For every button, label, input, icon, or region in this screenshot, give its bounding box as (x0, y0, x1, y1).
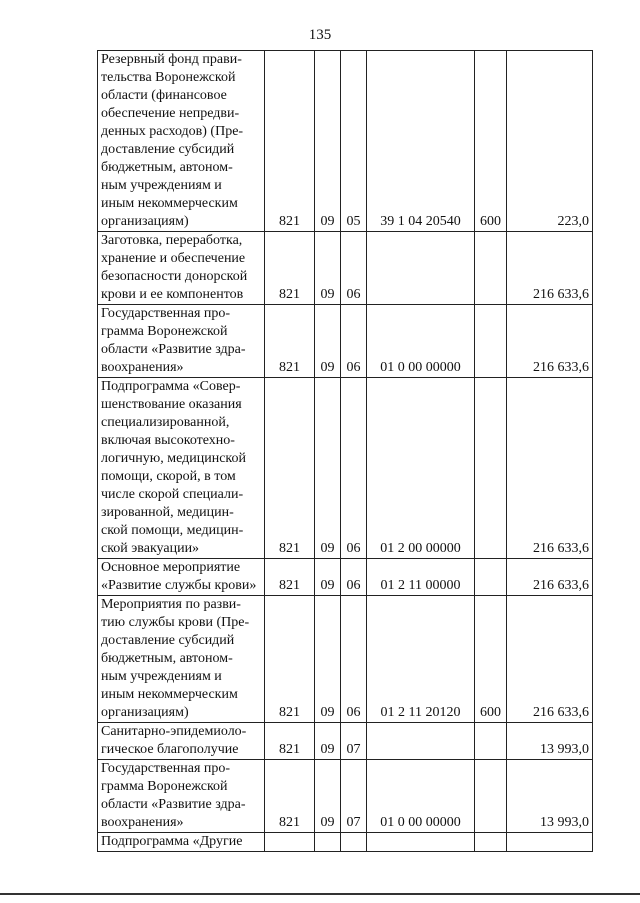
section-code-cell: 09 (315, 596, 341, 723)
section-code-cell (315, 833, 341, 852)
expense-type-cell (475, 559, 507, 596)
grbs-code-cell: 821 (265, 559, 315, 596)
row-name-cell: Основное мероприятие «Развитие службы крови» (98, 559, 265, 596)
subsection-code-cell: 06 (341, 232, 367, 305)
expense-type-cell (475, 305, 507, 378)
amount-cell: 216 633,6 (507, 378, 593, 559)
section-code-cell: 09 (315, 51, 341, 232)
row-name-cell: Подпрограмма «Другие (98, 833, 265, 852)
section-code-cell: 09 (315, 378, 341, 559)
section-code-cell: 09 (315, 232, 341, 305)
grbs-code-cell: 821 (265, 723, 315, 760)
table-body (98, 51, 593, 852)
subsection-code-cell: 07 (341, 760, 367, 833)
target-article-cell (367, 232, 475, 305)
subsection-code-cell: 05 (341, 51, 367, 232)
table-row (98, 760, 593, 833)
amount-cell: 13 993,0 (507, 723, 593, 760)
grbs-code-cell (265, 833, 315, 852)
target-article-cell: 01 2 00 00000 (367, 378, 475, 559)
grbs-code-cell: 821 (265, 232, 315, 305)
amount-cell: 216 633,6 (507, 559, 593, 596)
row-name-cell: Заготовка, переработка, хранение и обеспечение безопасности донорской крови и ее компонентов (98, 232, 265, 305)
target-article-cell: 39 1 04 20540 (367, 51, 475, 232)
row-name-cell: Санитарно-эпидемиоло- гическое благополучие (98, 723, 265, 760)
expense-type-cell: 600 (475, 596, 507, 723)
target-article-cell (367, 723, 475, 760)
budget-table (97, 50, 593, 852)
expense-type-cell (475, 723, 507, 760)
subsection-code-cell: 06 (341, 305, 367, 378)
expense-type-cell (475, 833, 507, 852)
table-row (98, 596, 593, 723)
table-row (98, 232, 593, 305)
page-number: 135 (308, 27, 332, 43)
target-article-cell: 01 0 00 00000 (367, 305, 475, 378)
grbs-code-cell: 821 (265, 760, 315, 833)
section-code-cell: 09 (315, 305, 341, 378)
row-name-cell: Государственная про- грамма Воронежской области «Развитие здра- воохранения» (98, 305, 265, 378)
subsection-code-cell: 06 (341, 378, 367, 559)
row-name-cell: Государственная про- грамма Воронежской области «Развитие здра- воохранения» (98, 760, 265, 833)
expense-type-cell: 600 (475, 51, 507, 232)
expense-type-cell (475, 378, 507, 559)
target-article-cell: 01 2 11 20120 (367, 596, 475, 723)
expense-type-cell (475, 760, 507, 833)
section-code-cell: 09 (315, 760, 341, 833)
subsection-code-cell: 06 (341, 596, 367, 723)
amount-cell: 223,0 (507, 51, 593, 232)
target-article-cell: 01 2 11 00000 (367, 559, 475, 596)
section-code-cell: 09 (315, 559, 341, 596)
table-row (98, 378, 593, 559)
row-name-cell: Подпрограмма «Совер- шенствование оказания специализированной, включая высокотехно- логичную, медицинской помощи, скорой, в том числе скорой специали- зированной, медицин- ской помощи, медицин- ской эвакуации» (98, 378, 265, 559)
amount-cell: 216 633,6 (507, 596, 593, 723)
amount-cell: 216 633,6 (507, 232, 593, 305)
row-name-cell: Мероприятия по разви- тию службы крови (Пре- доставление субсидий бюджетным, автоном- ным учреждениям и иным некоммерческим организациям) (98, 596, 265, 723)
table-row (98, 51, 593, 232)
table-row (98, 559, 593, 596)
amount-cell: 216 633,6 (507, 305, 593, 378)
grbs-code-cell: 821 (265, 378, 315, 559)
bottom-rule (0, 893, 640, 895)
table-row (98, 305, 593, 378)
target-article-cell (367, 833, 475, 852)
subsection-code-cell: 07 (341, 723, 367, 760)
section-code-cell: 09 (315, 723, 341, 760)
target-article-cell: 01 0 00 00000 (367, 760, 475, 833)
table-row (98, 833, 593, 852)
grbs-code-cell: 821 (265, 596, 315, 723)
grbs-code-cell: 821 (265, 51, 315, 232)
grbs-code-cell: 821 (265, 305, 315, 378)
amount-cell: 13 993,0 (507, 760, 593, 833)
subsection-code-cell (341, 833, 367, 852)
amount-cell (507, 833, 593, 852)
row-name-cell: Резервный фонд прави- тельства Воронежской области (финансовое обеспечение непредви- денных расходов) (Пре- доставление субсидий бюджетным, автоном- ным учреждениям и иным некоммерческим организациям) (98, 51, 265, 232)
subsection-code-cell: 06 (341, 559, 367, 596)
table-row (98, 723, 593, 760)
expense-type-cell (475, 232, 507, 305)
